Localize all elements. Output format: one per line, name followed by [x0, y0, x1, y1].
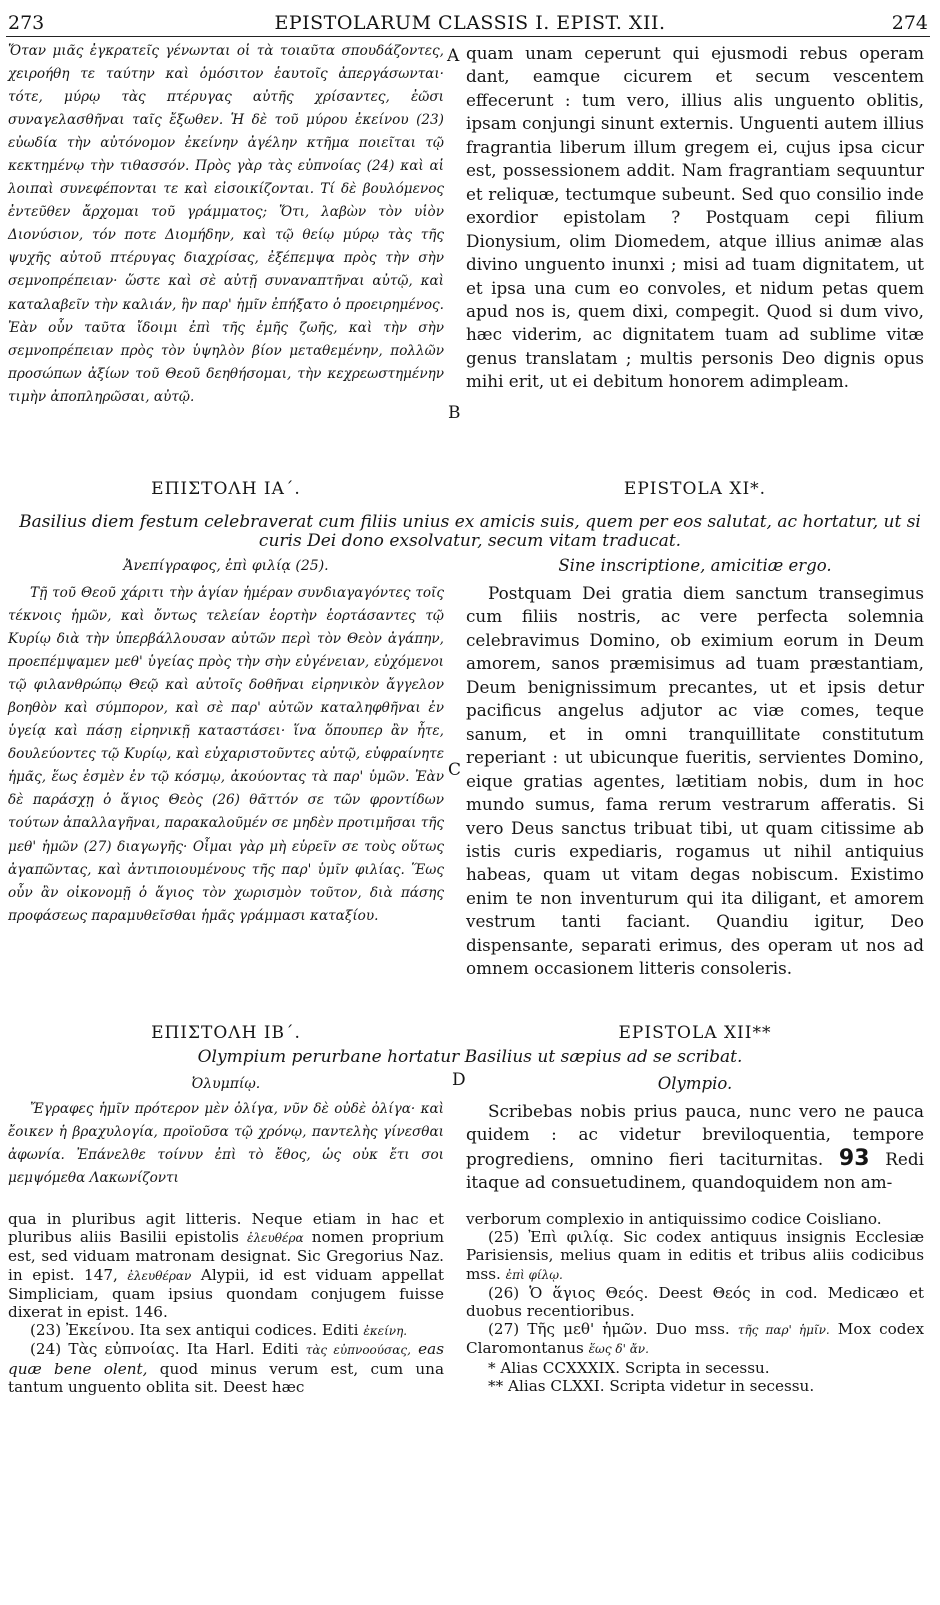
page-number-left: 273 [8, 12, 45, 34]
latin-text-ep12-b: Redi itaque ad consuetudinem, quandoquidem non am- [466, 1148, 924, 1193]
footnotes-right [466, 1210, 924, 1395]
greek-column-ep11 [8, 582, 444, 928]
latin-address-ep11: Sine inscriptione, amicitiæ ergo. [558, 556, 832, 575]
latin-text-ep12-a: Scribebas nobis prius pauca, nunc vero ne pauca quidem : ac videtur breviloquentia, tempore progrediens, omnino fieri taciturnitas. [466, 1101, 924, 1169]
marker-c: C [448, 760, 462, 780]
latin-address-ep12: Olympio. [657, 1074, 733, 1093]
latin-column-ep12 [466, 1100, 924, 1195]
footnote-27: (27) Τῆς μεθ' ἡμῶν. Duo mss. τῆς παρ' ἡμῖν. Mox codex Claromontanus ἕως δ' ἄν. [466, 1320, 925, 1358]
latin-heading-ep11: EPISTOLA XI*. [623, 479, 767, 499]
summary-ep12: Olympium perurbane hortatur Basilius ut sæpius ad se scribat. [197, 1047, 743, 1067]
footnote-continued: qua in pluribus agit litteris. Neque etiam in hac et pluribus aliis Basilii epistolis ἐλευθέρα nomen proprium est, sed viduam matronam designat. Sic Gregorius Naz. in epist. 147, ἐλευθέραν Alypii, id est viduam appellat Simpliciam, quam ipsius quondam conjugem fuisse dixerat in epist. 146. [8, 1210, 445, 1322]
page-title: EPISTOLARUM CLASSIS I. EPIST. XII. [274, 12, 666, 34]
footnote-24: (24) Τὰς εὐπνοίας. Ita Harl. Editi τὰς εὐπνοούσας, eas quæ bene olent, quod minus verum est, cum una tantum unguento oblita sit. Deest hæc [8, 1340, 445, 1396]
footnote-23: (23) Ἐκείνου. Ita sex antiqui codices. Editi ἐκείνη. [30, 1321, 408, 1340]
marker-a: A [447, 46, 460, 66]
latin-text-ep12 [466, 1100, 924, 1195]
latin-column-top [466, 42, 924, 394]
running-header [0, 6, 940, 36]
marker-d: D [452, 1070, 466, 1090]
latin-text-top: quam unam ceperunt qui ejusmodi rebus operam dant, eamque cicurem et secum vescentem effecerunt : tum vero, illius alis unguento oblitis, ipsam conjungi sinunt externis. Unguenti autem illius fragrantia liberum illum gregem ei, cujus ipsa cicur est, possessionem addit. Nam fragrantiam sequuntur et reliquæ, tectumque subeunt. Sed quo consilio inde exordior epistolam ? Postquam cepi filium Dionysium, olim Diomedem, atque illius animæ alas divino unguento inunxi ; misi ad tuam dignitatem, ut et ipsa una cum eo convoles, et nidum petas quem apud nos is, quem dixi, compegit. Quod si dum vivo, hæc viderim, ac dignitatem tuam ad sublime vitæ genus translatam ; multis personis Deo dignis opus mihi erit, ut ei debitum honorem adimpleam. [466, 43, 924, 392]
greek-text-ep12: Ἔγραφες ἡμῖν πρότερον μὲν ὀλίγα, νῦν δὲ οὐδὲ ὀλίγα· καὶ ἔοικεν ἡ βραχυλογία, προϊοῦσα τῷ χρόνῳ, παντελὴς γίνεσθαι ἀφωνία. Ἐπάνελθε τοίνυν ἐπὶ τὸ ἔθος, ὡς οὐκ ἔτι σοι μεμψόμεθα Λακωνίζοντι [8, 1101, 444, 1187]
greek-text-top: Ὅταν μιᾶς ἐγκρατεῖς γένωνται οἱ τὰ τοιαῦτα σπουδάζοντες, χειροήθη τε ταύτην καὶ ὁμόσιτον ἑαυτοῖς ἀπεργάσωνται· τότε, μύρῳ τὰς πτέρυγας αὐτῆς χρίσαντες, ἐῶσι συναγελασθῆναι ταῖς ἔξωθεν. Ἡ δὲ τοῦ μύρου ἐκείνου (23) εὐωδία τὴν αὐτόνομον ἐκείνην ἀγέλην κτῆμα ποιεῖται τῷ κεκτημένῳ τὴν τιθασσόν. Πρὸς γὰρ τὰς εὐπνοίας (24) καὶ αἱ λοιπαὶ συνεφέπονται τε καὶ εἰσοικίζονται. Τί δὲ βουλόμενος ἐντεῦθεν ἄρχομαι τοῦ γράμματος; Ὅτι, λαβὼν τὸν υἱὸν Διονύσιον, τόν ποτε Διομήδην, καὶ τῷ θείῳ μύρῳ τὰς τῆς ψυχῆς αὐτοῦ πτέρυγας διαχρίσας, ἐξέπεμψα πρὸς τὴν σὴν σεμνοπρέπειαν· ὥστε καὶ σὲ αὐτῇ συναναπτῆναι αὐτῷ, καὶ καταλαβεῖν τὴν καλιάν, ἣν παρ' ἡμῖν ἐπήξατο ὁ προειρημένος. Ἐὰν οὖν ταῦτα ἴδοιμι ἐπὶ τῆς ἐμῆς ζωῆς, καὶ τὴν σὴν σεμνοπρέπειαν πρὸς τὸν ὑψηλὸν βίον μεταθεμένην, πολλῶν προσώπων ἀξίων τοῦ Θεοῦ δεηθήσομαι, τὴν κεχρεωστημένην τιμὴν ἀποπληρῶσαι, αὐτῷ. [8, 43, 444, 405]
marker-b: B [448, 403, 461, 423]
footnote-continued-right: verborum complexio in antiquissimo codice Coisliano. [466, 1210, 882, 1228]
greek-heading-ep11: ΕΠΙΣΤΟΛΗ ΙΑ΄. [151, 479, 301, 499]
footnotes-left [8, 1210, 444, 1396]
greek-address-ep12: Ὀλυμπίῳ. [191, 1076, 261, 1092]
header-rule [6, 36, 930, 37]
greek-text-ep11: Τῇ τοῦ Θεοῦ χάριτι τὴν ἁγίαν ἡμέραν συνδιαγαγόντες τοῖς τέκνοις ἡμῶν, καὶ ὄντως τελείαν ἑορτὴν ἑορτάσαντες τῷ Κυρίῳ διὰ τὴν ὑπερβάλλουσαν αὐτῶν περὶ τὸν Θεὸν ἀγάπην, προεπέμψαμεν μεθ' ὑγείας πρὸς τὴν σὴν εὐγένειαν, εὐχόμενοι τῷ φιλανθρώπῳ Θεῷ καὶ αὐτοῖς δοθῆναι εἰρηνικὸν ἄγγελον βοηθὸν καὶ σύμπορον, καὶ σὲ παρ' αὐτῶν καταληφθῆναι ἐν ὑγείᾳ καὶ πάσῃ εἰρηνικῇ καταστάσει· ἵνα ὅπουπερ ἂν ἦτε, δουλεύοντες τῷ Κυρίῳ, καὶ εὐχαριστοῦντες αὐτῷ, εὐφραίνητε ἡμᾶς, ἕως ἐσμὲν ἐν τῷ κόσμῳ, ἀκούοντας τὰ παρ' ὑμῶν. Ἐὰν δὲ παράσχῃ ὁ ἅγιος Θεὸς (26) θᾶττόν σε τῶν φροντίδων τούτων ἀπαλλαγῆναι, παρακαλοῦμέν σε μηδὲν προτιμῆσαι τῆς μεθ' ἡμῶν (27) διαγωγῆς· Οἶμαι γὰρ μὴ εὑρεῖν σε τοὺς οὕτως ἀγαπῶντας, καὶ ἀντιποιουμένους τῆς παρ' ὑμῖν φιλίας. Ἕως οὖν ἂν οἰκονομῇ ὁ ἅγιος τὸν χωρισμὸν τοῦτον, διὰ πάσης προφάσεως παραμυθεῖσθαι ἡμᾶς γράμμασι καταξίου. [8, 585, 444, 924]
footnote-26: (26) Ὁ ἅγιος Θεός. Deest Θεός in cod. Medicæo et duobus recentioribus. [466, 1283, 924, 1321]
greek-address-ep11: Ἀνεπίγραφος, ἐπὶ φιλίᾳ (25). [123, 558, 329, 574]
summary-ep11: Basilius diem festum celebraverat cum filiis unius ex amicis suis, quem per eos salutat, ac hortatur, ut si curis Dei dono exsolvatur, secum vitam traducat. [19, 512, 921, 551]
footnote-25: (25) Ἐπὶ φιλίᾳ. Sic codex antiquus insignis Ecclesiæ Parisiensis, melius quam in editis et tribus aliis codicibus mss. ἐπὶ φίλῳ. [466, 1228, 925, 1283]
footnote-star: * Alias CCXXXIX. Scripta in secessu. [488, 1358, 770, 1377]
footnote-double-star: ** Alias CLXXI. Scripta videtur in secessu. [488, 1376, 815, 1395]
latin-heading-ep12: EPISTOLA XII** [618, 1023, 772, 1043]
greek-heading-ep12: ΕΠΙΣΤΟΛΗ ΙΒ΄. [151, 1023, 301, 1043]
greek-column-ep12 [8, 1098, 444, 1190]
latin-column-ep11 [466, 582, 924, 981]
latin-text-ep11: Postquam Dei gratia diem sanctum transegimus cum filiis nostris, ac vere perfecta solemnia celebravimus Domino, ob eximium eorum in Deum amorem, sanos præmisimus ad tuam præstantiam, Deum benignissimum precantes, ut et ipsis detur pacificus angelus adjutor ac viæ comes, teque sanum, et in omni tranquillitate constitutum reperiant : ut ubicunque fueritis, servientes Domino, eique gratias agentes, lætitiam nobis, dum in hoc mundo sumus, fama rerum vestrarum afferatis. Si vero Deus sanctus tribuat tibi, ut quam citissime ab istis curis expediaris, rogamus ut nihil antiquius habeas, quam ut vitam degas nobiscum. Existimo enim te non inventurum qui ita diligant, et amorem vestrum tanti faciant. Quandiu igitur, Deo dispensante, separati erimus, des operam ut nos ad omnem occasionem litteris consoleris. [466, 583, 924, 979]
page-number-right: 274 [891, 12, 928, 34]
column-number-marker: 93 [838, 1145, 870, 1171]
greek-column-top [8, 40, 444, 409]
